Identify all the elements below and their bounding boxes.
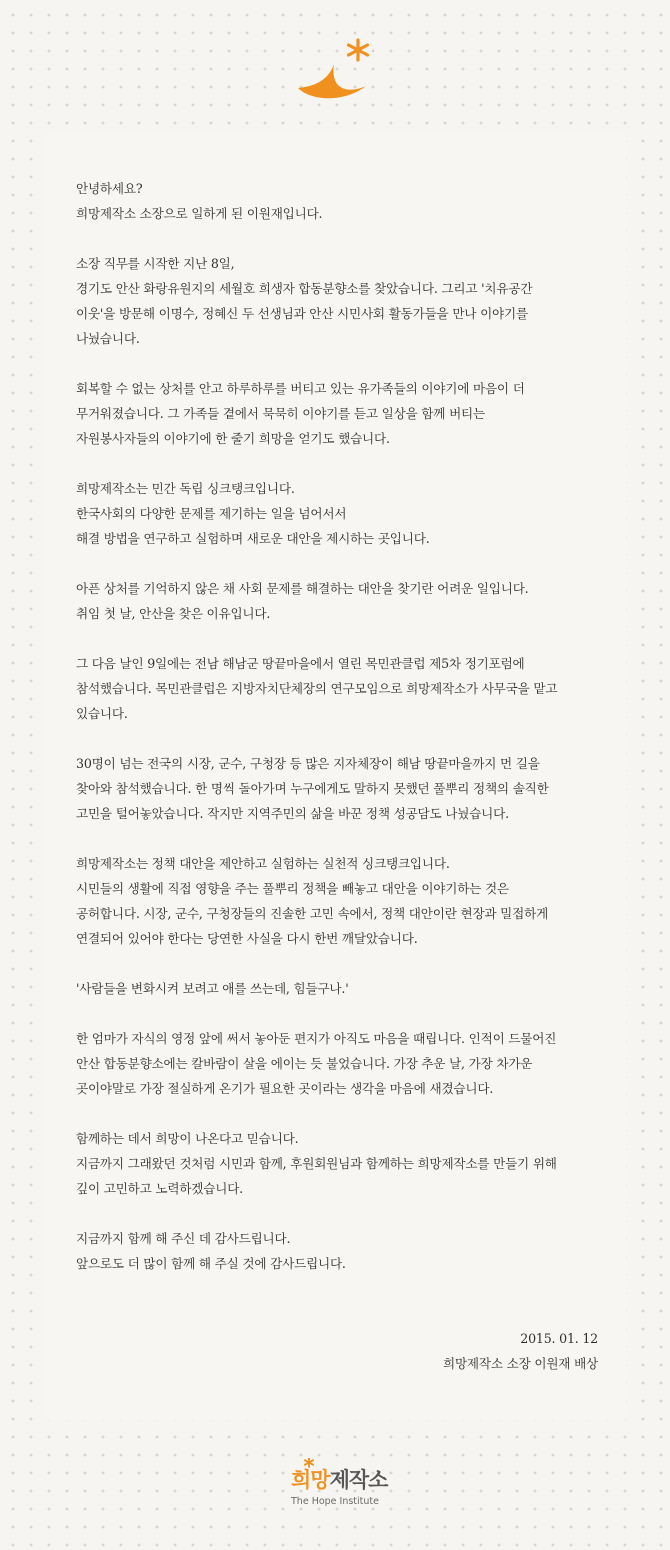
paragraph-thinktank: [76, 476, 601, 551]
letter-line: 한 엄마가 자식의 영정 앞에 써서 놓아둔 편지가 아직도 마음을 때립니다. 인적이 드물어진: [76, 1031, 557, 1046]
letter-line: 희망제작소는 정책 대안을 제안하고 실험하는 실천적 싱크탱크입니다.: [76, 856, 450, 871]
paragraph-greeting: [76, 176, 601, 226]
letter-line: 찾아와 참석했습니다. 한 명씩 돌아가며 누구에게도 말하지 못했던 풀뿌리 정책의 솔직한: [76, 781, 549, 796]
brand-name-rest: 제작소: [329, 1468, 388, 1492]
letter-line: 나눴습니다.: [76, 331, 140, 346]
letter-line: 한국사회의 다양한 문제를 제기하는 일을 넘어서서: [76, 506, 347, 521]
paragraph-ansan-visit: [76, 251, 601, 351]
paragraph-quote: [76, 976, 601, 1001]
paragraph-mother-letter: [76, 1026, 601, 1101]
brand-name-accent: 희망: [291, 1468, 330, 1492]
letter-line: 곳이야말로 가장 절실하게 온기가 필요한 곳이라는 생각을 마음에 새겼습니다.: [76, 1081, 494, 1096]
letter-line: 안녕하세요?: [76, 181, 143, 196]
letter-line: 공허합니다. 시장, 군수, 구청장들의 진솔한 고민 속에서, 정책 대안이란 현장과 밀접하게: [76, 906, 549, 921]
letter-line: 그 다음 날인 9일에는 전남 해남군 땅끝마을에서 열린 목민관클럽 제5차 정기포럼에: [76, 656, 525, 671]
signature-block: [443, 1326, 598, 1376]
letter-line: 이웃'을 방문해 이명수, 정혜신 두 선생님과 안산 시민사회 활동가들을 만나 이야기를: [76, 306, 528, 321]
moon-star-logo-icon: [290, 36, 380, 106]
letter-panel: [46, 134, 626, 1420]
hope-institute-logo: [285, 1458, 388, 1514]
letter-line: 무거워졌습니다. 그 가족들 곁에서 묵묵히 이야기를 듣고 일상을 함께 버티는: [76, 406, 485, 421]
letter-line: 자원봉사자들의 이야기에 한 줄기 희망을 얻기도 했습니다.: [76, 431, 390, 446]
letter-line: 앞으로도 더 많이 함께 해 주실 것에 감사드립니다.: [76, 1256, 346, 1271]
letter-line: 소장 직무를 시작한 지난 8일,: [76, 256, 235, 271]
paragraph-policy: [76, 851, 601, 951]
paragraph-families: [76, 376, 601, 451]
letter-line: 깊이 고민하고 노력하겠습니다.: [76, 1181, 243, 1196]
letter-line: 고민을 털어놓았습니다. 작지만 지역주민의 삶을 바꾼 정책 성공담도 나눴습니다.: [76, 806, 509, 821]
letter-line: 있습니다.: [76, 706, 128, 721]
letter-line: 지금까지 그래왔던 것처럼 시민과 함께, 후원회원님과 함께하는 희망제작소를 만들기 위해: [76, 1156, 557, 1171]
paragraph-thanks: [76, 1226, 601, 1276]
letter-line: 경기도 안산 화랑유원지의 세월호 희생자 합동분향소를 찾았습니다. 그리고 '치유공간: [76, 281, 533, 296]
letter-line: 회복할 수 없는 상처를 안고 하루하루를 버티고 있는 유가족들의 이야기에 마음이 더: [76, 381, 525, 396]
paragraph-together: [76, 1126, 601, 1201]
paragraph-mayors: [76, 751, 601, 826]
paragraph-reason: [76, 576, 601, 626]
letter-date: 2015. 01. 12: [520, 1331, 598, 1346]
letter-line: 안산 합동분향소에는 칼바람이 살을 에이는 듯 불었습니다. 가장 추운 날, 가장 차가운: [76, 1056, 533, 1071]
letter-line: 참석했습니다. 목민관클럽은 지방자치단체장의 연구모임으로 희망제작소가 사무국을 맡고: [76, 681, 558, 696]
letter-line: 함께하는 데서 희망이 나온다고 믿습니다.: [76, 1131, 299, 1146]
letter-line: 취임 첫 날, 안산을 찾은 이유입니다.: [76, 606, 271, 621]
brand-name-ko: [291, 1464, 387, 1494]
letter-signoff: 희망제작소 소장 이원재 배상: [443, 1356, 598, 1371]
letter-line: 시민들의 생활에 직접 영향을 주는 풀뿌리 정책을 빼놓고 대안을 이야기하는 것은: [76, 881, 509, 896]
brand-name-en: The Hope Institute: [291, 1496, 379, 1507]
letter-line: 지금까지 함께 해 주신 데 감사드립니다.: [76, 1231, 291, 1246]
letter-line: 30명이 넘는 전국의 시장, 군수, 구청장 등 많은 지자체장이 해남 땅끝마을까지 먼 길을: [76, 756, 540, 771]
letter-body: [76, 176, 601, 1301]
letter-line: 아픈 상처를 기억하지 않은 채 사회 문제를 해결하는 대안을 찾기란 어려운 일입니다.: [76, 581, 529, 596]
letter-line: 해결 방법을 연구하고 실험하며 새로운 대안을 제시하는 곳입니다.: [76, 531, 430, 546]
letter-line: '사람들을 변화시켜 보려고 애를 쓰는데, 힘들구나.': [76, 981, 349, 996]
letter-line: 희망제작소는 민간 독립 싱크탱크입니다.: [76, 481, 295, 496]
letter-line: 연결되어 있어야 한다는 당연한 사실을 다시 한번 깨달았습니다.: [76, 931, 418, 946]
letter-line: 희망제작소 소장으로 일하게 된 이원재입니다.: [76, 206, 323, 221]
paragraph-forum: [76, 651, 601, 726]
